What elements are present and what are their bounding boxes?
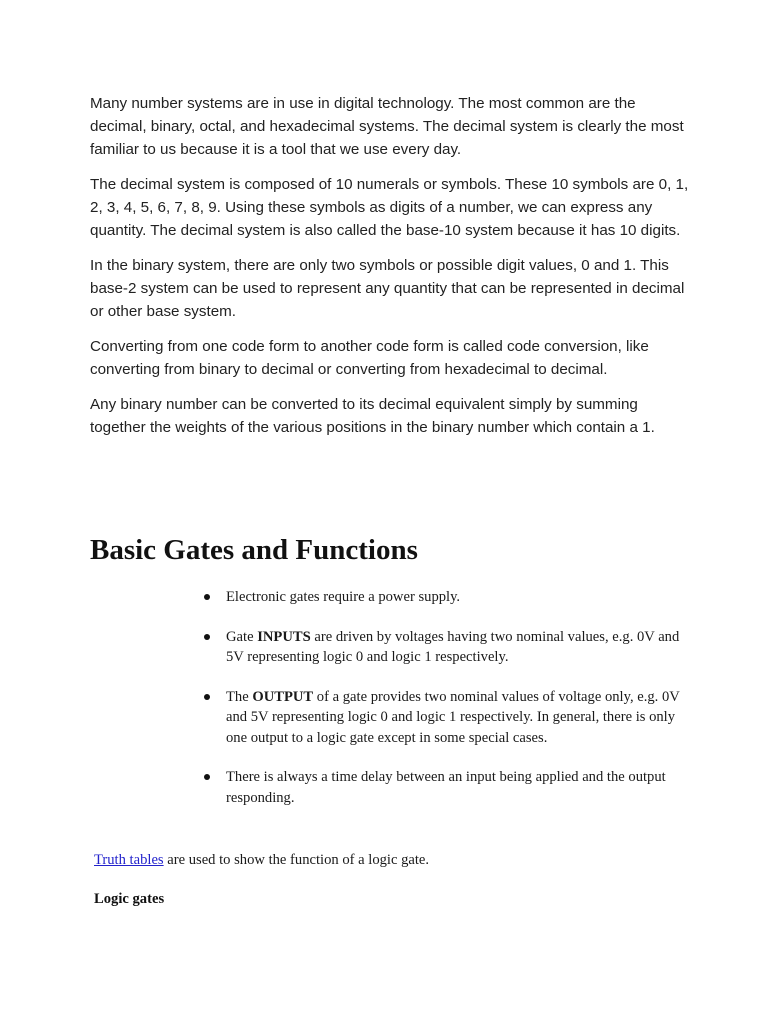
- bullet-prefix: The: [226, 688, 253, 705]
- bullet-prefix: Gate: [226, 628, 258, 645]
- truth-tables-sentence: [94, 850, 429, 870]
- bullet-bold-term: INPUTS: [257, 628, 311, 645]
- intro-paragraph-4: Converting from one code form to another code form is called code conversion, like converting from binary to decimal or converting from hexadecimal to decimal.: [90, 338, 649, 378]
- intro-paragraph-2: The decimal system is composed of 10 numerals or symbols. These 10 symbols are 0, 1, 2, 3, 4, 5, 6, 7, 8, 9. Using these symbols as digits of a number, we can express any quantity. The decimal system is also called the base-10 system because it has 10 digits.: [90, 176, 689, 239]
- intro-paragraph-3: In the binary system, there are only two symbols or possible digit values, 0 and 1. This base-2 system can be used to represent any quantity that can be represented in decimal or other base system.: [90, 257, 685, 320]
- intro-paragraph-5: Any binary number can be converted to its decimal equivalent simply by summing together the weights of the various positions in the binary number which contain a 1.: [90, 396, 655, 436]
- bullet-bold-term: OUTPUT: [252, 688, 314, 705]
- bullet-text: Electronic gates require a power supply.: [226, 589, 461, 605]
- gate-facts-list: [202, 587, 682, 827]
- truth-tables-rest: are used to show the function of a logic gate.: [163, 852, 430, 868]
- intro-section: [90, 92, 690, 451]
- intro-paragraph-1: Many number systems are in use in digital technology. The most common are the decimal, binary, octal, and hexadecimal systems. The decimal system is clearly the most familiar to us because it is a tool that we use every day.: [90, 95, 684, 158]
- list-item: [202, 767, 682, 808]
- list-item: [202, 587, 682, 608]
- bullet-text: are driven by voltages having two nominal values, e.g. 0V and 5V representing logic 0 and logic 1 respectively.: [226, 628, 680, 665]
- bullet-text: There is always a time delay between an input being applied and the output responding.: [226, 769, 666, 806]
- bullet-text: of a gate provides two nominal values of voltage only, e.g. 0V and 5V representing logic 0 and logic 1 respectively. In general, there is only one output to a logic gate except in some special cases.: [226, 688, 680, 746]
- bullet-dot-icon: [204, 774, 210, 780]
- logic-gates-subheading: Logic gates: [94, 891, 165, 907]
- bullet-dot-icon: [204, 694, 210, 700]
- section-heading: Basic Gates and Functions: [90, 534, 418, 566]
- truth-tables-link[interactable]: Truth tables: [94, 852, 164, 868]
- bullet-dot-icon: [204, 634, 210, 640]
- list-item: [202, 627, 682, 668]
- bullet-dot-icon: [204, 594, 210, 600]
- list-item: [202, 687, 682, 749]
